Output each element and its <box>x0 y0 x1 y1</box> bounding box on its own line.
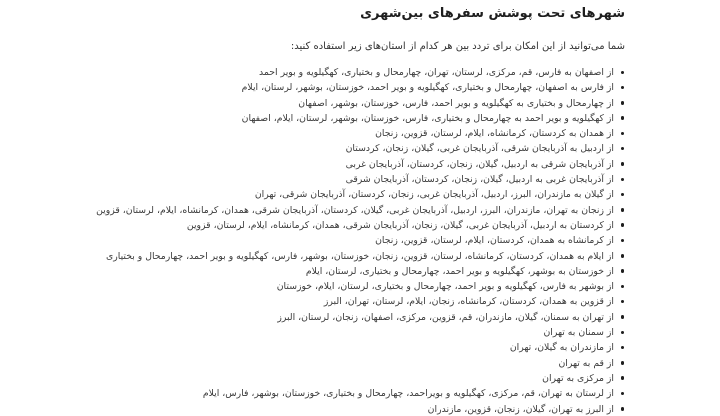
list-item-text: از قم به تهران <box>558 357 614 369</box>
bullet-icon <box>621 239 625 243</box>
bullet-icon <box>621 132 625 136</box>
province-route-list <box>10 65 625 416</box>
list-item <box>10 340 614 355</box>
bullet-icon <box>621 254 625 258</box>
page-title: شهرهای تحت پوشش سفرهای بین‌شهری <box>360 6 625 21</box>
list-item-text: از گیلان به مازندران، البرز، اردبیل، آذربایجان غربی، زنجان، کردستان، آذربایجان شرقی، تهران <box>254 189 614 201</box>
list-item <box>10 141 614 156</box>
bullet-icon <box>621 101 625 105</box>
list-item <box>10 111 614 126</box>
list-item <box>10 172 614 187</box>
bullet-icon <box>621 208 625 212</box>
bullet-icon <box>621 376 625 380</box>
list-item-text: از آذربایجان شرقی به اردبیل، گیلان، زنجان، کردستان، آذربایجان غربی <box>345 158 614 170</box>
list-item <box>10 203 614 218</box>
list-item-text: از کردستان به اردبیل، آذربایجان غربی، گیلان، زنجان، آذربایجان شرقی، همدان، کرمانشاه، ایلام، لرستان، قزوین <box>186 219 614 231</box>
bullet-icon <box>621 361 625 365</box>
list-item-text: از تهران به سمنان، گیلان، مازندران، قم، قزوین، مرکزی، اصفهان، زنجان، لرستان، البرز <box>277 311 614 323</box>
list-item <box>10 325 614 340</box>
list-item <box>10 402 614 416</box>
list-item-text: از خوزستان به بوشهر، کهگیلویه و بویر احمد، چهارمحال و بختیاری، لرستان، ایلام <box>305 265 614 277</box>
list-item <box>10 310 614 325</box>
list-item <box>10 386 614 401</box>
list-item-text: از سمنان به تهران <box>543 327 614 339</box>
list-item-text: از البرز به تهران، گیلان، زنجان، قزوین، مازندران <box>427 403 614 415</box>
bullet-icon <box>621 86 625 90</box>
list-item-text: از کرمانشاه به همدان، کردستان، ایلام، لرستان، قزوین، زنجان <box>375 235 614 247</box>
bullet-icon <box>621 269 625 273</box>
list-item-text: از اردبیل به آذربایجان شرقی، آذربایجان غربی، گیلان، زنجان، کردستان <box>345 143 614 155</box>
bullet-icon <box>621 116 625 120</box>
bullet-icon <box>621 71 625 75</box>
list-item <box>10 218 614 233</box>
bullet-icon <box>621 346 625 350</box>
list-item <box>10 126 614 141</box>
bullet-icon <box>621 193 625 197</box>
bullet-icon <box>621 147 625 151</box>
list-item-text: از آذربایجان غربی به اردبیل، گیلان، زنجان، کردستان، آذربایجان شرقی <box>345 174 614 186</box>
bullet-icon <box>621 315 625 319</box>
list-item-text: از فارس به اصفهان، چهارمحال و بختیاری، کهگیلویه و بویر احمد، خوزستان، بوشهر، لرستان، ایلام <box>241 82 614 94</box>
list-item <box>10 279 614 294</box>
bullet-icon <box>621 162 625 166</box>
list-item-text: از زنجان به تهران، مازندران، البرز، اردبیل، آذربایجان غربی، گیلان، کردستان، آذربایجان شرقی، همدان، کرمانشاه، ایلام، لرستان، قزوین <box>96 204 614 216</box>
list-item <box>10 371 614 386</box>
list-item-text: از همدان به کردستان، کرمانشاه، ایلام، لرستان، قزوین، زنجان <box>375 128 614 140</box>
list-item-text: از چهارمحال و بختیاری به کهگیلویه و بویر احمد، فارس، خوزستان، بوشهر، اصفهان <box>298 97 614 109</box>
list-item <box>10 249 614 264</box>
list-item <box>10 294 614 309</box>
list-item-text: از کهگیلویه و بویر احمد به چهارمحال و بختیاری، فارس، خوزستان، بوشهر، لرستان، ایلام، اصفهان <box>241 112 614 124</box>
list-item <box>10 264 614 279</box>
bullet-icon <box>621 223 625 227</box>
bullet-icon <box>621 407 625 411</box>
list-item <box>10 233 614 248</box>
list-item-text: از مرکزی به تهران <box>542 372 614 384</box>
bullet-icon <box>621 331 625 335</box>
list-item <box>10 65 614 80</box>
bullet-icon <box>621 178 625 182</box>
bullet-icon <box>621 300 625 304</box>
list-item-text: از ایلام به همدان، کردستان، کرمانشاه، لرستان، قزوین، زنجان، خوزستان، بوشهر، فارس، کهگیلویه و بویر احمد، چهارمحال و بختیاری <box>106 250 614 262</box>
list-item-text: از بوشهر به فارس، کهگیلویه و بویر احمد، چهارمحال و بختیاری، لرستان، ایلام، خوزستان <box>276 281 614 293</box>
list-item <box>10 80 614 95</box>
list-item-text: از اصفهان به فارس، قم، مرکزی، لرستان، تهران، چهارمحال و بختیاری، کهگیلویه و بویر احمد <box>259 67 614 78</box>
list-item-text: از مازندران به گیلان، تهران <box>509 342 614 354</box>
list-item <box>10 96 614 111</box>
list-item-text: از قزوین به همدان، کردستان، کرمانشاه، زنجان، ایلام، لرستان، تهران، البرز <box>323 296 614 308</box>
bullet-icon <box>621 392 625 396</box>
list-item-text: از لرستان به تهران، قم، مرکزی، کهگیلویه و بویراحمد، چهارمحال و بختیاری، خوزستان، بوشهر، فارس، ایلام <box>202 388 614 400</box>
bullet-icon <box>621 285 625 289</box>
list-item <box>10 187 614 202</box>
list-item <box>10 157 614 172</box>
list-item <box>10 356 614 371</box>
intro-text: شما می‌توانید از این امکان برای تردد بین هر کدام از استان‌های زیر استفاده کنید: <box>290 41 625 52</box>
